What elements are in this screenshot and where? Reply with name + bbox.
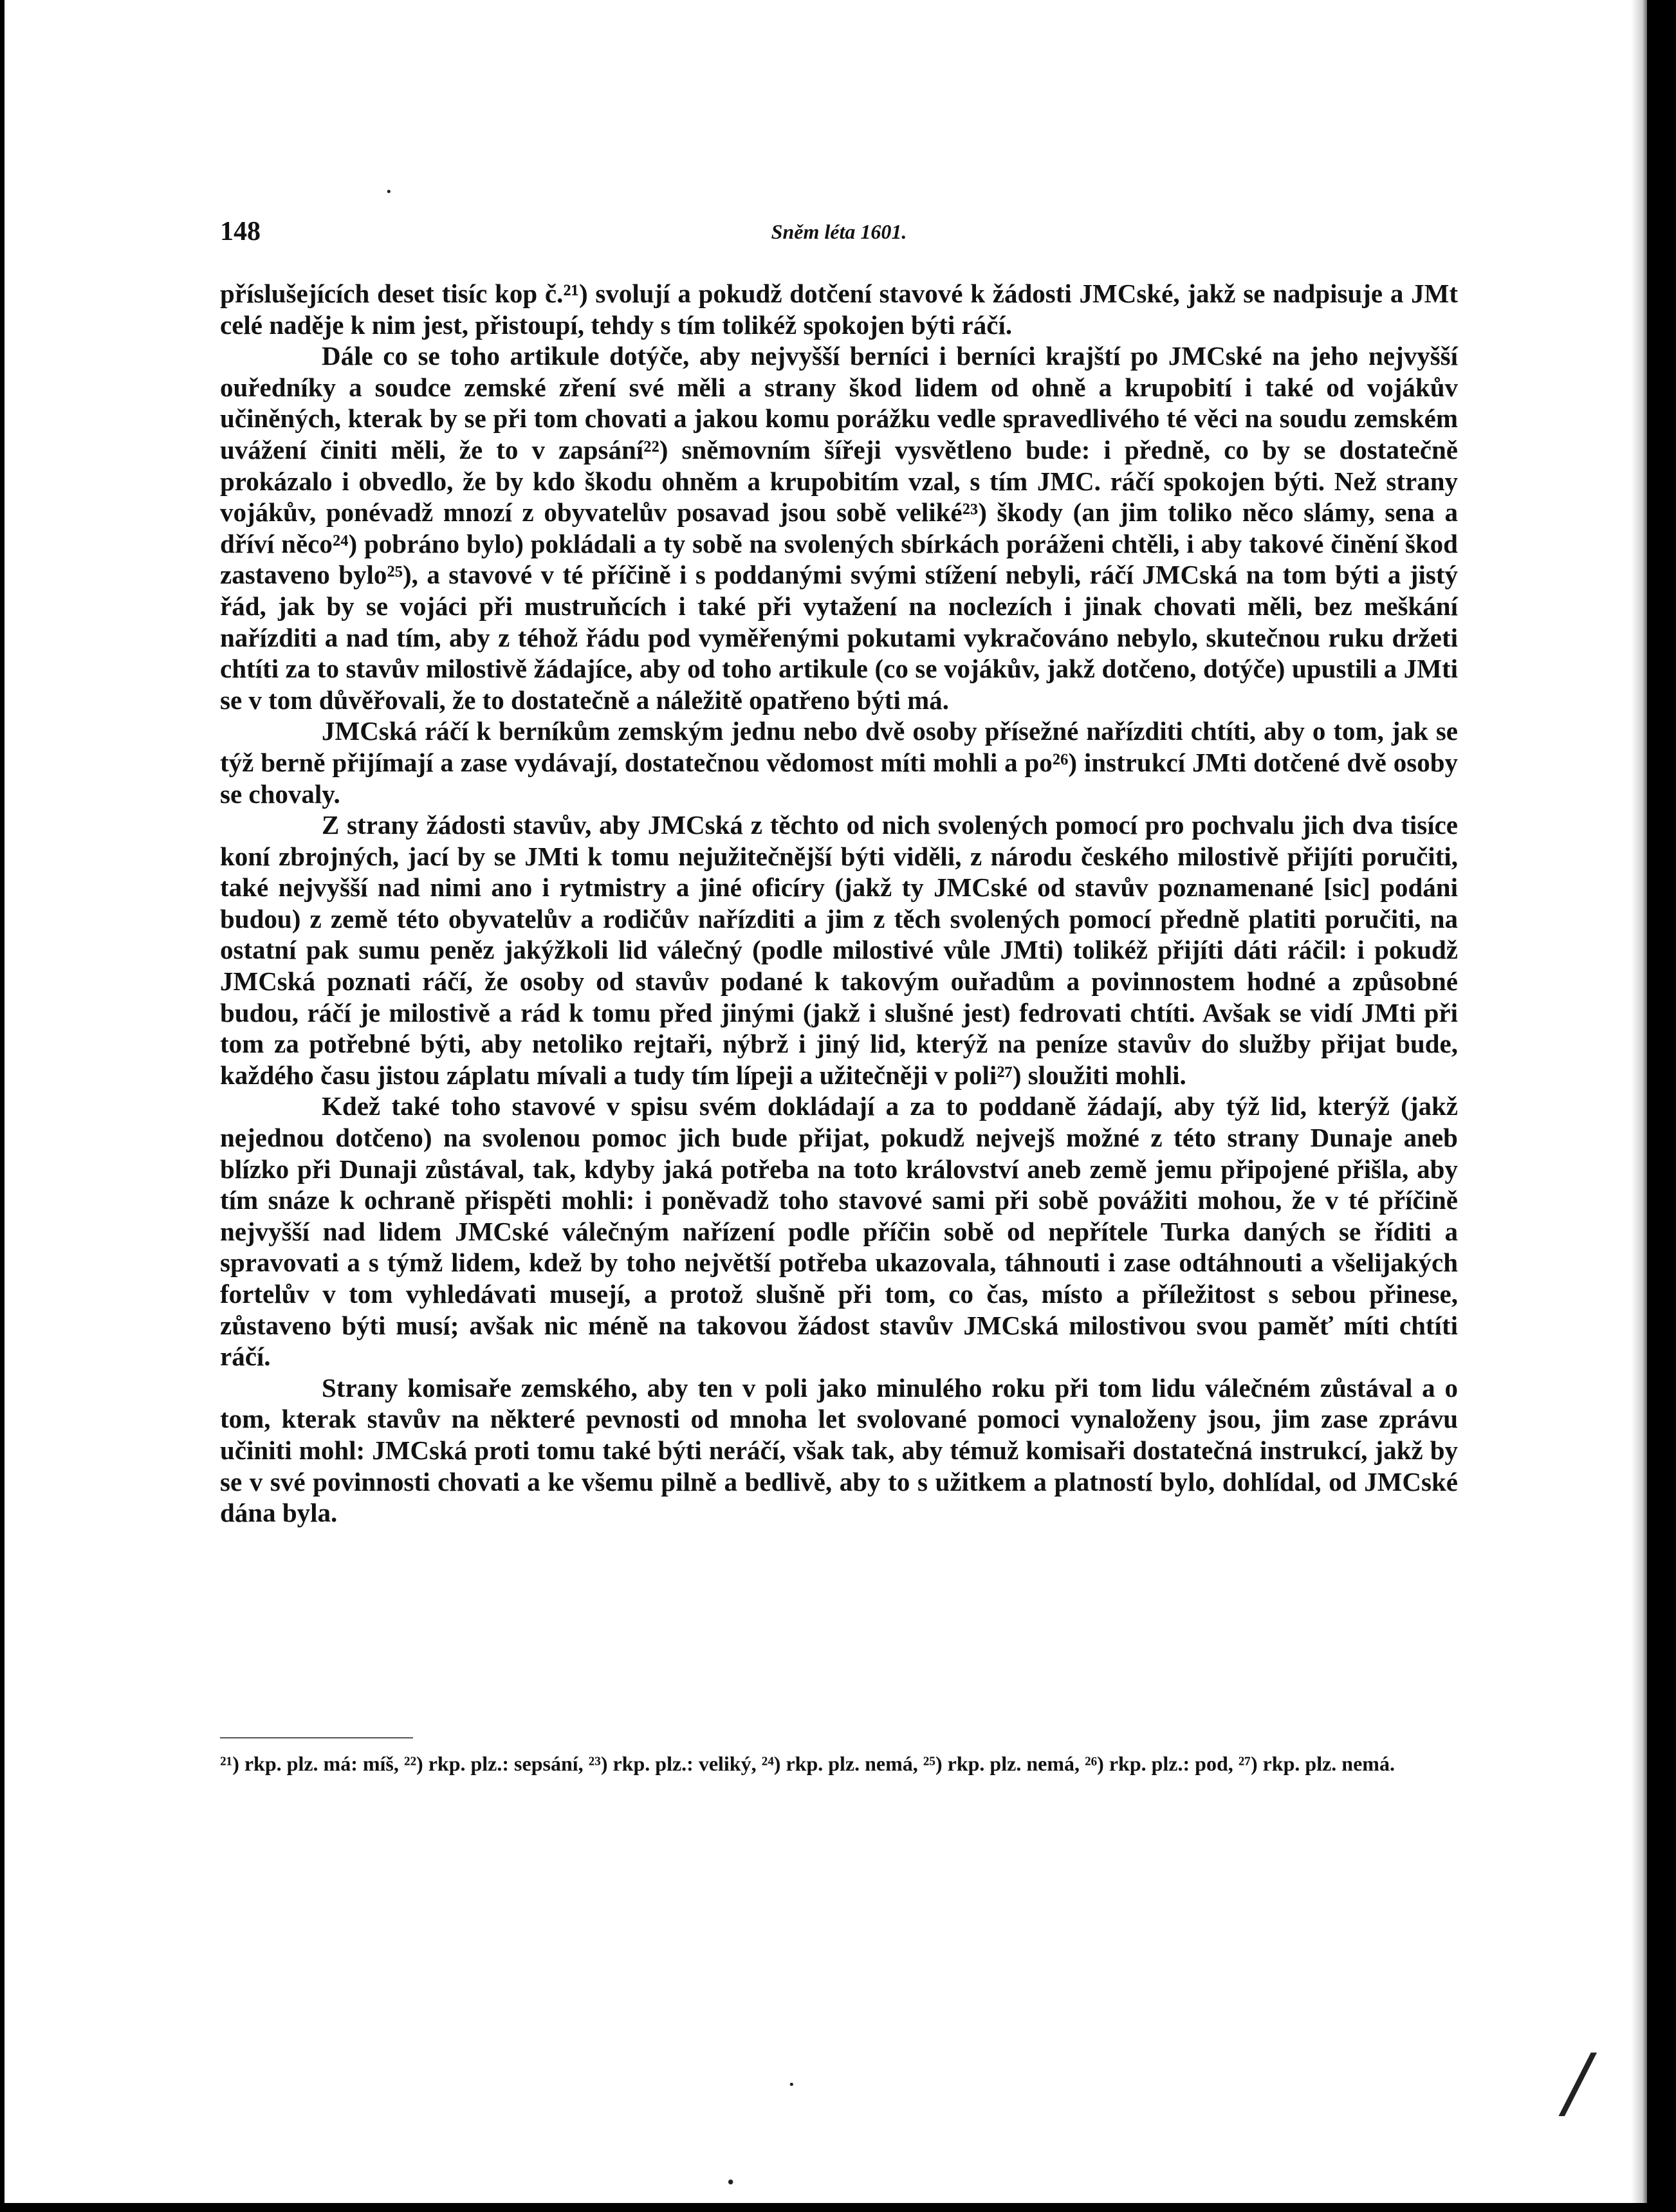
paragraph: příslušejících deset tisíc kop č.²¹) svolují a pokudž dotčení stavové k žádosti JMCské, jakž se nadpisuje a JMt celé naděje k nim jest, přistoupí, tehdy s tím tolikéž spokojen býti ráčí. [220,279,1458,340]
paragraph: Z strany žádosti stavův, aby JMCská z těchto od nich svolených pomocí pro pochvalu jich dva tisíce koní zbrojných, jací by se JMti k tomu nejužitečnější býti viděli, z národu českého milostivě přijíti poručiti, také nejvyšší nad nimi ano i rytmistry a jiné oficíry (jakž ty JMCské od stavův poznamenané [sic] podáni budou) z země této obyvatelův a rodičův nařízditi a jim z těch svolených pomocí předně platiti poručiti, na ostatní pak sumu peněz jakýžkoli lid válečný (podle milostivé vůle JMti) tolikéž přijíti dáti ráčil: i pokudž JMCská poznati ráčí, že osoby od stavův podané k takovým ouřadům a povinnostem hodné a způsobné budou, ráčí je milostivě a rád k tomu před jinými (jakž i slušné jest) fedrovati chtíti. Avšak se vidí JMti při tom za potřebné býti, aby netoliko rejtaři, nýbrž i jiný lid, kterýž na peníze stavův do služby přijat bude, každého času jistou záplatu mívali a tudy tím lípeji a užitečněji v poli²⁷) sloužiti mohli. [220,810,1458,1090]
footnote-divider [220,1737,413,1738]
running-title: Sněm léta 1601. [771,220,907,243]
page-header [220,214,1458,252]
paragraph: JMCská ráčí k berníkům zemským jednu nebo dvě osoby přísežné nařízditi chtíti, aby o tom, jak se týž berně přijímají a zase vydávají, dostatečnou vědomost míti mohli a po²⁶) instrukcí JMti dotčené dvě osoby se chovaly. [220,716,1458,809]
scan-speck: • [385,185,392,199]
scan-border-right [1647,0,1676,2212]
scan-border-left [0,0,5,2212]
scan-border-shadow [1631,0,1647,2212]
paragraph: Dále co se toho artikule dotýče, aby nejvyšší berníci i berníci krajští po JMCské na jeho nejvyšší ouředníky a soudce zemské zření své měli a strany škod lidem od ohně a krupobití i také od vojákův učiněných, kterak by se při tom chovati a jakou komu porážku vedle spravedlivého té věci na soudu zemském uvážení činiti měli, že to v zapsání²²) sněmovním šířeji vysvětleno bude: i předně, co by se dostatečně prokázalo i obvedlo, že by kdo škodu ohněm a krupobitím vzal, s tím JMC. ráčí spokojen býti. Než strany vojákův, ponévadž mnozí z obyvatelův posavad jsou sobě veliké²³) škody (an jim toliko něco slámy, sena a dříví něco²⁴) pobráno bylo) pokládali a ty sobě na svolených sbírkách poráženi chtěli, i aby takové činění škod zastaveno bylo²⁵), a stavové v té příčině i s poddanými svými stížení nebyli, ráčí JMCská na tom býti a jistý řád, jak by se vojáci při mustruňcích i také při vytažení na noclezích i jinak chovati měli, bez meškání nařízditi a nad tím, aby z téhož řádu pod vyměřenými pokutami vykračováno nebylo, skutečnou ruku držeti chtíti za to stavův milostivě žádajíce, aby od toho artikule (co se vojákův, jakž dotčeno, dotýče) upustili a JMti se v tom důvěřovali, že to dostatečně a náležitě opatřeno býti má. [220,341,1458,715]
paragraph: Kdež také toho stavové v spisu svém dokládají a za to poddaně žádají, aby týž lid, kterýž (jakž nejednou dotčeno) na svolenou pomoc jich bude přijat, pokudž nejvejš možné z této strany Dunaje aneb blízko při Dunaji zůstával, tak, kdyby jaká potřeba na toto království aneb země jemu připojené přišla, aby tím snáze k ochraně přispěti mohli: i poněvadž toho stavové sami při sobě povážiti mohou, že v té příčině nejvyšší nad lidem JMCské válečným nařízení podle příčin sobě od nepřítele Turka daných se říditi a spravovati a s týmž lidem, kdež by toho největší potřeba ukazovala, táhnouti i zase odtáhnouti a všelijakých fortelův v tom vyhledávati musejí, a protož slušně při tom, co čas, místo a příležitost s sebou přinese, zůstaveno býti musí; avšak nic méně na takovou žádost stavův JMCská milostivou svou paměť míti chtíti ráčí. [220,1091,1458,1372]
pencil-mark: / [1565,2038,1591,2128]
scan-speck: • [788,2078,795,2092]
paragraph: Strany komisaře zemského, aby ten v poli jako minulého roku při tom lidu válečném zůstával a o tom, kterak stavův na některé pevnosti od mnoha let svolované pomoci vynaloženy jsou, jim zase zprávu učiniti mohl: JMCská proti tomu také býti neráčí, však tak, aby témuž komisaři dostatečná instrukcí, jakž by se v své povinnosti chovati a ke všemu pilně a bedlivě, aby to s užitkem a platností bylo, dohlídal, od JMCské dána byla. [220,1372,1458,1528]
body-text [220,278,1458,1529]
page-number: 148 [220,217,261,246]
footnotes: ²¹) rkp. plz. má: míš, ²²) rkp. plz.: sepsání, ²³) rkp. plz.: veliký, ²⁴) rkp. plz. nemá, ²⁵) rkp. plz. nemá, ²⁶) rkp. plz.: pod, ²⁷) rkp. plz. nemá. [220,1752,1395,1775]
scan-border-bottom [0,2203,1676,2212]
scan-speck: • [726,2173,736,2193]
